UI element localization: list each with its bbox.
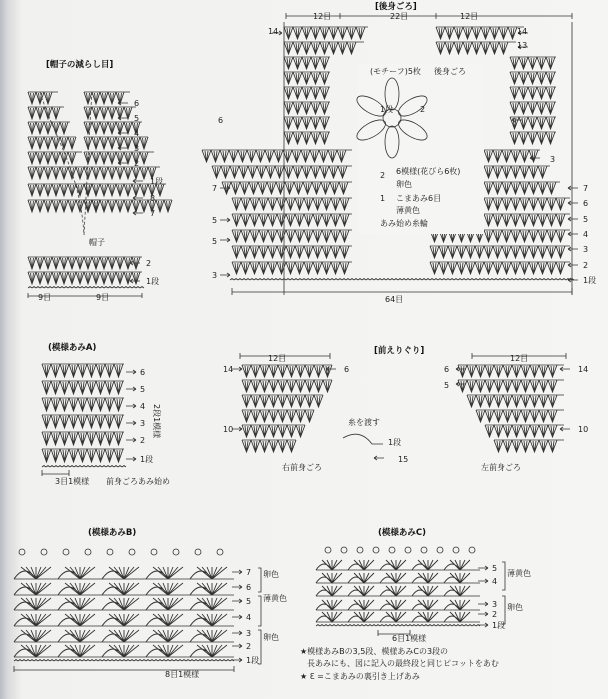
fan-row	[14, 583, 227, 595]
row-arrow	[560, 427, 570, 431]
hat-row-label: 6	[134, 99, 140, 108]
hat-label: 帽子	[89, 238, 105, 247]
motif-title: (モチーフ)5枚	[370, 67, 421, 76]
motif-place: 後身ごろ	[434, 67, 466, 76]
back-row-label: 7	[583, 184, 589, 193]
front-yarn-note: 糸を渡す	[348, 418, 380, 427]
shell-row	[242, 410, 314, 422]
flower-motif	[354, 64, 484, 234]
shell-row	[28, 122, 68, 134]
shell-row	[42, 381, 123, 394]
shell-row	[510, 117, 555, 129]
pattern-a-repeat: 3目1模様	[55, 477, 90, 486]
fan-row	[316, 560, 470, 570]
shell-row	[42, 364, 123, 377]
row-arrow	[232, 599, 242, 603]
motif-start: あみ始め糸輪	[380, 219, 428, 228]
fan-row	[14, 645, 227, 657]
back-width-label: 22目	[390, 12, 409, 21]
chain-row	[28, 287, 144, 289]
shell-row	[458, 365, 557, 377]
shell-row	[485, 425, 557, 437]
pattern-a-row-label: 2	[140, 436, 146, 445]
pattern-b-row-label: 6	[246, 583, 252, 592]
row-arrow	[232, 585, 242, 589]
row-arrow	[126, 404, 136, 408]
pattern-a-side-note: 2段1模様	[152, 404, 161, 439]
fan-row	[316, 586, 470, 596]
color-bracket	[502, 562, 505, 624]
pattern-c-row-label: 5	[492, 564, 498, 573]
row-arrow	[568, 232, 578, 236]
shell-row	[284, 42, 356, 54]
back-row-label: 3	[212, 271, 218, 280]
row-arrow	[232, 615, 242, 619]
pattern-c-title: (模様あみC)	[378, 528, 427, 538]
shell-row	[510, 57, 555, 69]
pattern-b-color: 薄黄色	[263, 594, 287, 603]
row-arrow	[568, 201, 578, 205]
pattern-c-section	[300, 527, 531, 681]
pattern-a-row-label: 3	[140, 419, 146, 428]
pattern-b-row-label: 2	[246, 642, 252, 651]
row-arrow	[133, 179, 143, 183]
back-row-label: 5	[212, 216, 218, 225]
fan-row	[14, 598, 227, 610]
pattern-a-section	[42, 342, 170, 486]
row-arrow	[478, 623, 488, 627]
shell-row	[28, 92, 52, 104]
pattern-a-row-label: 5	[140, 385, 146, 394]
shell-row	[476, 410, 557, 422]
shell-row	[84, 167, 156, 179]
row-arrow	[478, 612, 488, 616]
back-row-label: 13	[517, 41, 528, 50]
shell-row	[467, 395, 557, 407]
hat-section	[28, 59, 172, 302]
pattern-c-color: 薄黄色	[507, 569, 531, 578]
hat-width-label: 9目	[38, 293, 52, 302]
hat-row-label: 2	[134, 159, 140, 168]
shell-row	[430, 246, 565, 258]
pattern-note: ★ Ɛ =こまあみの裏引き上げあみ	[300, 672, 420, 681]
shell-row	[284, 72, 329, 84]
pattern-note: ★模様あみBの3,5段、模様あみCの3段の	[300, 647, 449, 656]
front-left-label: 左前身ごろ	[481, 463, 521, 472]
row-arrow	[126, 457, 136, 461]
front-row-label: 14	[578, 365, 589, 374]
back-row-label: 6	[583, 199, 589, 208]
front-row-label: 10	[223, 425, 234, 434]
pattern-c-color: 卵色	[507, 603, 523, 612]
row-arrow	[232, 658, 242, 662]
row-arrow	[126, 421, 136, 425]
row-arrow	[126, 370, 136, 374]
row-arrow	[478, 602, 488, 606]
row-arrow	[118, 146, 128, 150]
width-dimension	[42, 470, 69, 476]
pattern-note: 長あみにも、図に記入の最終段と同じピコットをあむ	[307, 659, 499, 668]
shell-row	[510, 87, 555, 99]
pattern-c-row-label: 3	[492, 600, 498, 609]
shell-row	[510, 72, 555, 84]
shell-row	[232, 198, 349, 210]
picot-row	[19, 549, 223, 555]
chain-row	[230, 279, 574, 281]
shell-row	[28, 107, 60, 119]
hat-row-label: 1段	[146, 277, 160, 286]
shell-row	[510, 102, 555, 114]
shell-row	[212, 166, 347, 178]
row-arrow	[232, 570, 242, 574]
hat-row-label: 4	[134, 129, 140, 138]
hat-row-label: 2	[146, 259, 152, 268]
front-row-label: 1段	[388, 438, 402, 447]
shell-row	[494, 440, 557, 452]
motif-row-text: こまあみ6目	[396, 194, 442, 203]
fan-row	[14, 614, 227, 626]
shell-row	[42, 398, 123, 411]
back-row-label: 1段	[583, 276, 597, 285]
back-body-title: [後身ごろ]	[375, 2, 417, 12]
front-width-label: 12目	[268, 354, 287, 363]
hat-shaping-line	[84, 92, 92, 235]
width-dimension	[232, 288, 572, 295]
row-arrow	[126, 387, 136, 391]
hat-row-label: 3	[134, 144, 140, 153]
row-arrow	[568, 186, 578, 190]
fan-row	[14, 567, 227, 579]
pattern-b-color: 卵色	[263, 633, 279, 642]
shell-row	[242, 440, 296, 452]
back-row-label: 14	[517, 27, 528, 36]
shell-row	[28, 184, 92, 196]
row-arrow	[220, 273, 230, 277]
hat-width-label: 9目	[96, 293, 110, 302]
shell-row	[284, 132, 329, 144]
front-width-label: 12目	[510, 354, 529, 363]
shell-row	[232, 246, 349, 258]
pattern-c-row-label: 1段	[492, 621, 506, 630]
back-body-section	[202, 1, 596, 304]
shell-row	[42, 415, 123, 428]
motif-row-label: 1	[380, 194, 386, 203]
motif-row-text: 6模様(花びら6枚)	[396, 167, 461, 176]
front-row-label: 15	[398, 455, 409, 464]
shell-row	[232, 262, 349, 274]
pattern-b-color: 卵色	[263, 570, 279, 579]
fan-row	[316, 573, 470, 583]
front-neck-section	[223, 345, 588, 472]
motif-petal-label: 2	[420, 105, 426, 114]
front-yarn-line	[343, 434, 383, 444]
shell-row	[284, 27, 365, 39]
row-arrow	[478, 566, 488, 570]
pattern-b-row-label: 1段	[246, 656, 260, 665]
pattern-b-title: (模様あみB)	[88, 528, 137, 538]
shell-row	[222, 182, 348, 194]
row-arrow	[568, 278, 578, 282]
back-row-label: 4	[583, 230, 589, 239]
front-row-label: 6	[344, 365, 350, 374]
row-arrow	[133, 211, 143, 215]
fan-row	[316, 600, 470, 610]
back-row-label: 5	[212, 237, 218, 246]
shell-row	[242, 425, 305, 437]
row-arrow	[568, 263, 578, 267]
motif-row-label: 2	[380, 171, 386, 180]
motif-center-label: 1段	[380, 105, 394, 114]
pattern-b-row-label: 7	[246, 568, 252, 577]
row-arrow	[568, 217, 578, 221]
pattern-b-row-label: 4	[246, 613, 252, 622]
row-arrow	[232, 631, 242, 635]
shell-row	[284, 87, 329, 99]
color-bracket	[258, 568, 261, 664]
back-width-label: 64目	[385, 295, 404, 304]
chain-row	[316, 625, 480, 627]
row-arrow	[220, 218, 230, 222]
row-arrow	[478, 579, 488, 583]
pattern-a-row-label: 4	[140, 402, 146, 411]
row-arrow	[568, 247, 578, 251]
shell-row	[436, 27, 517, 39]
row-arrow	[126, 438, 136, 442]
shell-row	[232, 214, 349, 226]
hat-row-label: 8	[150, 194, 156, 203]
front-row-label: 14	[223, 365, 234, 374]
row-arrow	[118, 116, 128, 120]
back-width-label: 12目	[460, 12, 479, 21]
fan-row	[316, 612, 470, 622]
back-row-label: 14	[268, 27, 279, 36]
hat-row-label: 5	[134, 114, 140, 123]
shell-row	[42, 449, 123, 462]
shell-row	[458, 380, 557, 392]
pattern-b-section	[14, 527, 287, 679]
row-arrow	[232, 644, 242, 648]
row-arrow	[374, 456, 384, 460]
front-right-label: 右前身ごろ	[282, 463, 322, 472]
pattern-c-row-label: 2	[492, 610, 498, 619]
pattern-c-repeat: 6目1模様	[392, 634, 427, 643]
shell-row	[242, 380, 332, 392]
motif-row-color: 卵色	[396, 180, 412, 189]
shell-row	[28, 200, 100, 212]
pattern-b-repeat: 8目1模様	[165, 670, 200, 679]
shell-row	[242, 365, 332, 377]
hat-row-label: 1段	[150, 177, 164, 186]
row-arrow	[530, 156, 540, 160]
shell-row	[284, 102, 329, 114]
motif-row-color: 薄黄色	[396, 206, 420, 215]
picot-row	[325, 547, 475, 553]
shell-row	[28, 137, 76, 149]
front-row-label: 10	[578, 425, 589, 434]
pattern-b-row-label: 3	[246, 629, 252, 638]
shell-row	[510, 132, 555, 144]
shell-row	[28, 152, 76, 164]
chain-row	[42, 466, 126, 468]
row-arrow	[560, 367, 570, 371]
shell-row	[42, 432, 123, 445]
back-row-label: 5	[583, 215, 589, 224]
pattern-a-start: 前身ごろあみ始め	[106, 477, 170, 486]
front-row-label: 5	[444, 381, 450, 390]
shell-row	[84, 122, 140, 134]
fan-row	[14, 630, 227, 642]
pattern-a-title: (模様あみA)	[48, 343, 97, 353]
row-arrow	[232, 427, 242, 431]
row-arrow	[133, 196, 143, 200]
shell-row	[436, 42, 508, 54]
shell-row	[28, 257, 140, 269]
back-row-label: 7	[212, 184, 218, 193]
front-row-label: 6	[444, 365, 450, 374]
front-neck-title: [前えりぐり]	[374, 346, 425, 356]
back-row-label: 3	[583, 245, 589, 254]
row-arrow	[118, 131, 128, 135]
back-row-label: 3	[550, 155, 556, 164]
row-arrow	[220, 238, 230, 242]
pattern-c-row-label: 4	[492, 577, 498, 586]
pattern-a-row-label: 6	[140, 368, 146, 377]
shell-row	[284, 117, 329, 129]
shell-row	[232, 230, 349, 242]
width-dimension	[14, 666, 234, 672]
hat-decrease-title: [帽子の減らし目]	[46, 60, 114, 70]
shell-row	[84, 92, 124, 104]
row-arrow	[118, 101, 128, 105]
shell-row	[28, 272, 140, 284]
shell-row	[28, 167, 84, 179]
pattern-a-row-label: 1段	[140, 455, 154, 464]
chain-row	[14, 660, 234, 662]
shell-row	[202, 150, 346, 162]
shell-row	[242, 395, 323, 407]
shell-row	[430, 262, 565, 274]
back-row-label: 2	[583, 261, 589, 270]
shell-row	[284, 57, 329, 69]
back-row-label: 6	[218, 116, 224, 125]
back-width-label: 12目	[313, 12, 332, 21]
row-arrow	[118, 161, 128, 165]
hat-row-label: 7	[150, 209, 156, 218]
pattern-b-row-label: 5	[246, 597, 252, 606]
row-arrow	[232, 367, 242, 371]
